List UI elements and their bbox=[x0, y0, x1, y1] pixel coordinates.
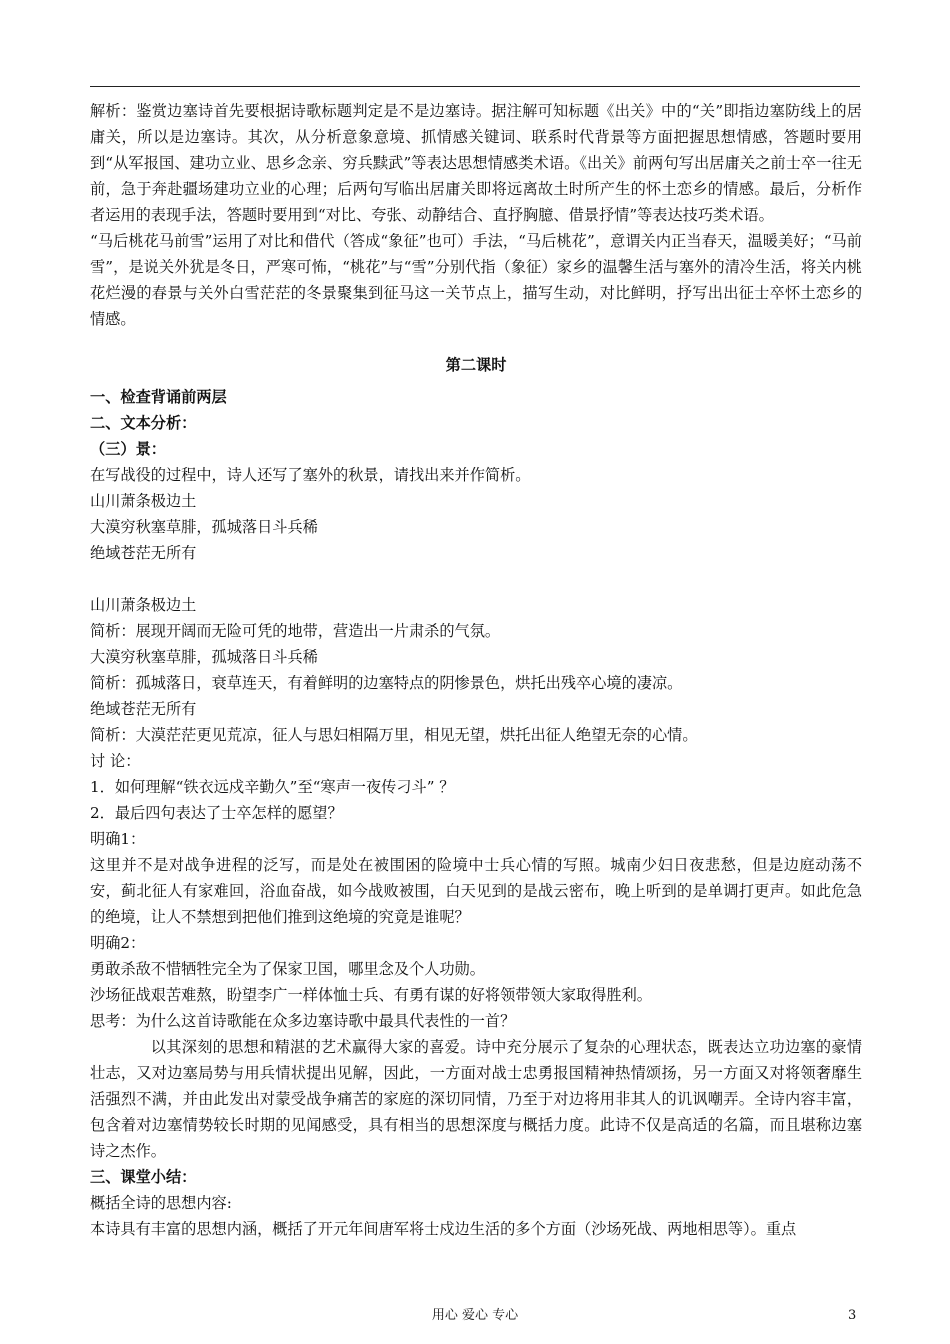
header-rule bbox=[90, 86, 860, 87]
think-answer: 以其深刻的思想和精湛的艺术赢得大家的喜爱。诗中充分展示了复杂的心理状态，既表达立功边塞的豪情壮志，又对边塞局势与用兵情状提出见解，因此，一方面对战士忠勇报国精神热情颂扬，另一方面又对将领奢靡生活强烈不满，并由此发出对蒙受战争痛苦的家庭的深切同情，乃至于对边将用非其人的讥讽嘲弄。全诗内容丰富，包含着对边塞情势较长时期的见闻感受，具有相当的思想深度与概括力度。此诗不仅是高适的名篇，而且堪称边塞诗之杰作。 bbox=[90, 1038, 862, 1160]
analysis-verse: 大漠穷秋塞草腓，孤城落日斗兵稀 bbox=[90, 648, 318, 666]
answer-2-line: 沙场征战艰苦难熬，盼望李广一样体恤士兵、有勇有谋的好将领带领大家取得胜利。 bbox=[90, 986, 652, 1004]
section-1-heading: 一、检查背诵前两层 bbox=[90, 388, 227, 406]
scenery-prompt: 在写战役的过程中，诗人还写了塞外的秋景，请找出来并作简析。 bbox=[90, 466, 531, 484]
discussion-question: 1．如何理解“铁衣远戍辛勤久”至“寒声一夜传刁斗” ？ bbox=[90, 778, 455, 796]
answer-1-label: 明确1： bbox=[90, 830, 146, 848]
analysis-note: 简析：展现开阔而无险可凭的地带，营造出一片肃杀的气氛。 bbox=[90, 622, 501, 640]
verse-line: 绝域苍茫无所有 bbox=[90, 544, 197, 562]
lesson-title: 第二课时 bbox=[445, 356, 507, 374]
answer-2-line: 勇敢杀敌不惜牺牲完全为了保家卫国，哪里念及个人功勋。 bbox=[90, 960, 485, 978]
page-number: 3 bbox=[848, 1308, 857, 1323]
page-content bbox=[90, 98, 862, 1242]
discussion-question: 2．最后四句表达了士卒怎样的愿望？ bbox=[90, 804, 343, 822]
discussion-label: 讨 论： bbox=[90, 752, 141, 770]
section-2-subheading: （三）景： bbox=[90, 440, 166, 458]
footer-slogan: 用心 爱心 专心 bbox=[431, 1308, 519, 1323]
answer-2-label: 明确2： bbox=[90, 934, 146, 952]
summary-subheading: 概括全诗的思想内容: bbox=[90, 1194, 232, 1212]
analysis-note: 简析：大漠茫茫更见荒凉，征人与思妇相隔万里，相见无望，烘托出征人绝望无奈的心情。 bbox=[90, 726, 698, 744]
think-question: 思考：为什么这首诗歌能在众多边塞诗歌中最具代表性的一首？ bbox=[90, 1012, 516, 1030]
analysis-paragraph-2: “马后桃花马前雪”运用了对比和借代（答成“象征”也可）手法，“马后桃花”，意谓关内正当春天，温暖美好；“马前雪”，是说关外犹是冬日，严寒可怖，“桃花”与“雪”分别代指（象征）家乡的温馨生活与塞外的清冷生活，将关内桃花烂漫的春景与关外白雪茫茫的冬景聚集到征马这一关节点上，描写生动，对比鲜明，抒写出出征士卒怀土恋乡的情感。 bbox=[90, 232, 862, 328]
answer-1-text: 这里并不是对战争进程的泛写，而是处在被围困的险境中士兵心情的写照。城南少妇日夜悲愁，但是边庭动荡不安，蓟北征人有家难回，浴血奋战，如今战败被围，白天见到的是战云密布，晚上听到的是单调打更声。如此危急的绝境，让人不禁想到把他们推到这绝境的究竟是谁呢？ bbox=[90, 856, 862, 926]
blank-line bbox=[90, 566, 862, 592]
analysis-note: 简析：孤城落日，衰草连天，有着鲜明的边塞特点的阴惨景色，烘托出残卒心境的凄凉。 bbox=[90, 674, 683, 692]
summary-text: 本诗具有丰富的思想内涵，概括了开元年间唐军将士戍边生活的多个方面（沙场死战、两地相思等）。重点 bbox=[90, 1220, 797, 1238]
verse-line: 山川萧条极边土 bbox=[90, 492, 197, 510]
section-2-heading: 二、文本分析： bbox=[90, 414, 197, 432]
analysis-paragraph-1: 解析：鉴赏边塞诗首先要根据诗歌标题判定是不是边塞诗。据注解可知标题《出关》中的“关”即指边塞防线上的居庸关，所以是边塞诗。其次，从分析意象意境、抓情感关键词、联系时代背景等方面把握思想情感，答题时要用到“从军报国、建功立业、思乡念亲、穷兵黩武”等表达思想情感类术语。《出关》前两句写出居庸关之前士卒一往无前，急于奔赴疆场建功立业的心理；后两句写临出居庸关即将远离故土时所产生的怀土恋乡的情感。最后，分析作者运用的表现手法，答题时要用到“对比、夸张、动静结合、直抒胸臆、借景抒情”等表达技巧类术语。 bbox=[90, 102, 862, 224]
analysis-verse: 绝域苍茫无所有 bbox=[90, 700, 197, 718]
analysis-verse: 山川萧条极边土 bbox=[90, 596, 197, 614]
verse-line: 大漠穷秋塞草腓，孤城落日斗兵稀 bbox=[90, 518, 318, 536]
section-3-heading: 三、课堂小结： bbox=[90, 1168, 197, 1186]
